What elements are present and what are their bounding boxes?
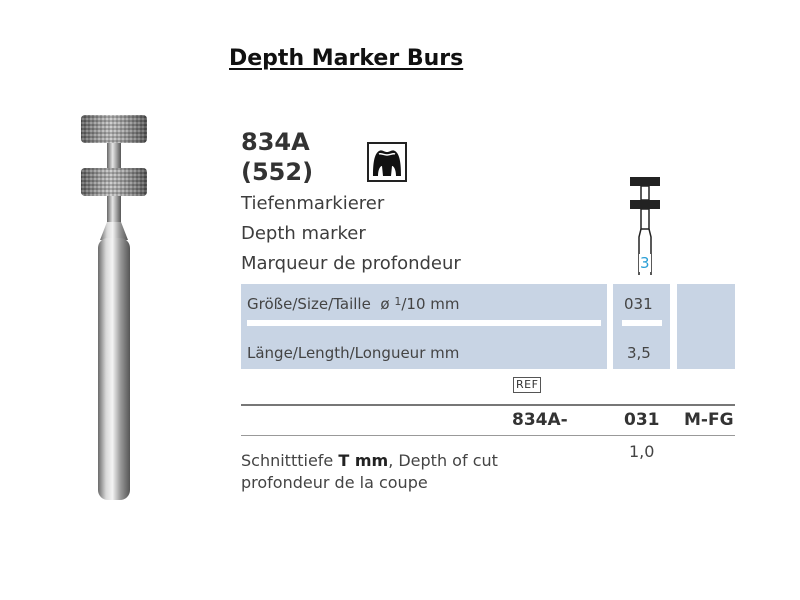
ref-size-code: 031 (624, 410, 660, 430)
ref-shank-code: M-FG (684, 410, 734, 430)
depth-of-cut-label-fr: profondeur de la coupe (241, 473, 428, 492)
ref-header-rule (241, 404, 735, 406)
tooth-crown-icon (367, 142, 407, 182)
length-value: 3,5 (627, 344, 651, 362)
depth-of-cut-label: Schnitttiefe T mm, Depth of cut (241, 451, 498, 470)
product-name-fr: Marqueur de profondeur (241, 253, 461, 274)
size-value: 031 (624, 295, 653, 313)
ref-badge: REF (513, 377, 541, 393)
product-name-en: Depth marker (241, 223, 366, 244)
ref-code: 834A- (512, 410, 568, 430)
spec-divider-labels (247, 320, 601, 326)
depth-of-cut-value: 1,0 (629, 442, 655, 461)
length-label: Länge/Length/Longueur mm (247, 344, 460, 362)
size-label: Größe/Size/Taille ø $^1$/10 mm (247, 295, 460, 313)
head-depth-label: 3 (640, 254, 650, 272)
product-name-de: Tiefenmarkierer (241, 193, 385, 214)
product-alt-code: (552) (241, 158, 314, 186)
ref-row-rule (241, 435, 735, 436)
diamond-bur-illustration (70, 110, 160, 510)
product-code: 834A (241, 128, 310, 156)
spec-divider-values (622, 320, 662, 326)
page-title: Depth Marker Burs (229, 46, 464, 71)
spec-panel-extra (677, 284, 735, 369)
